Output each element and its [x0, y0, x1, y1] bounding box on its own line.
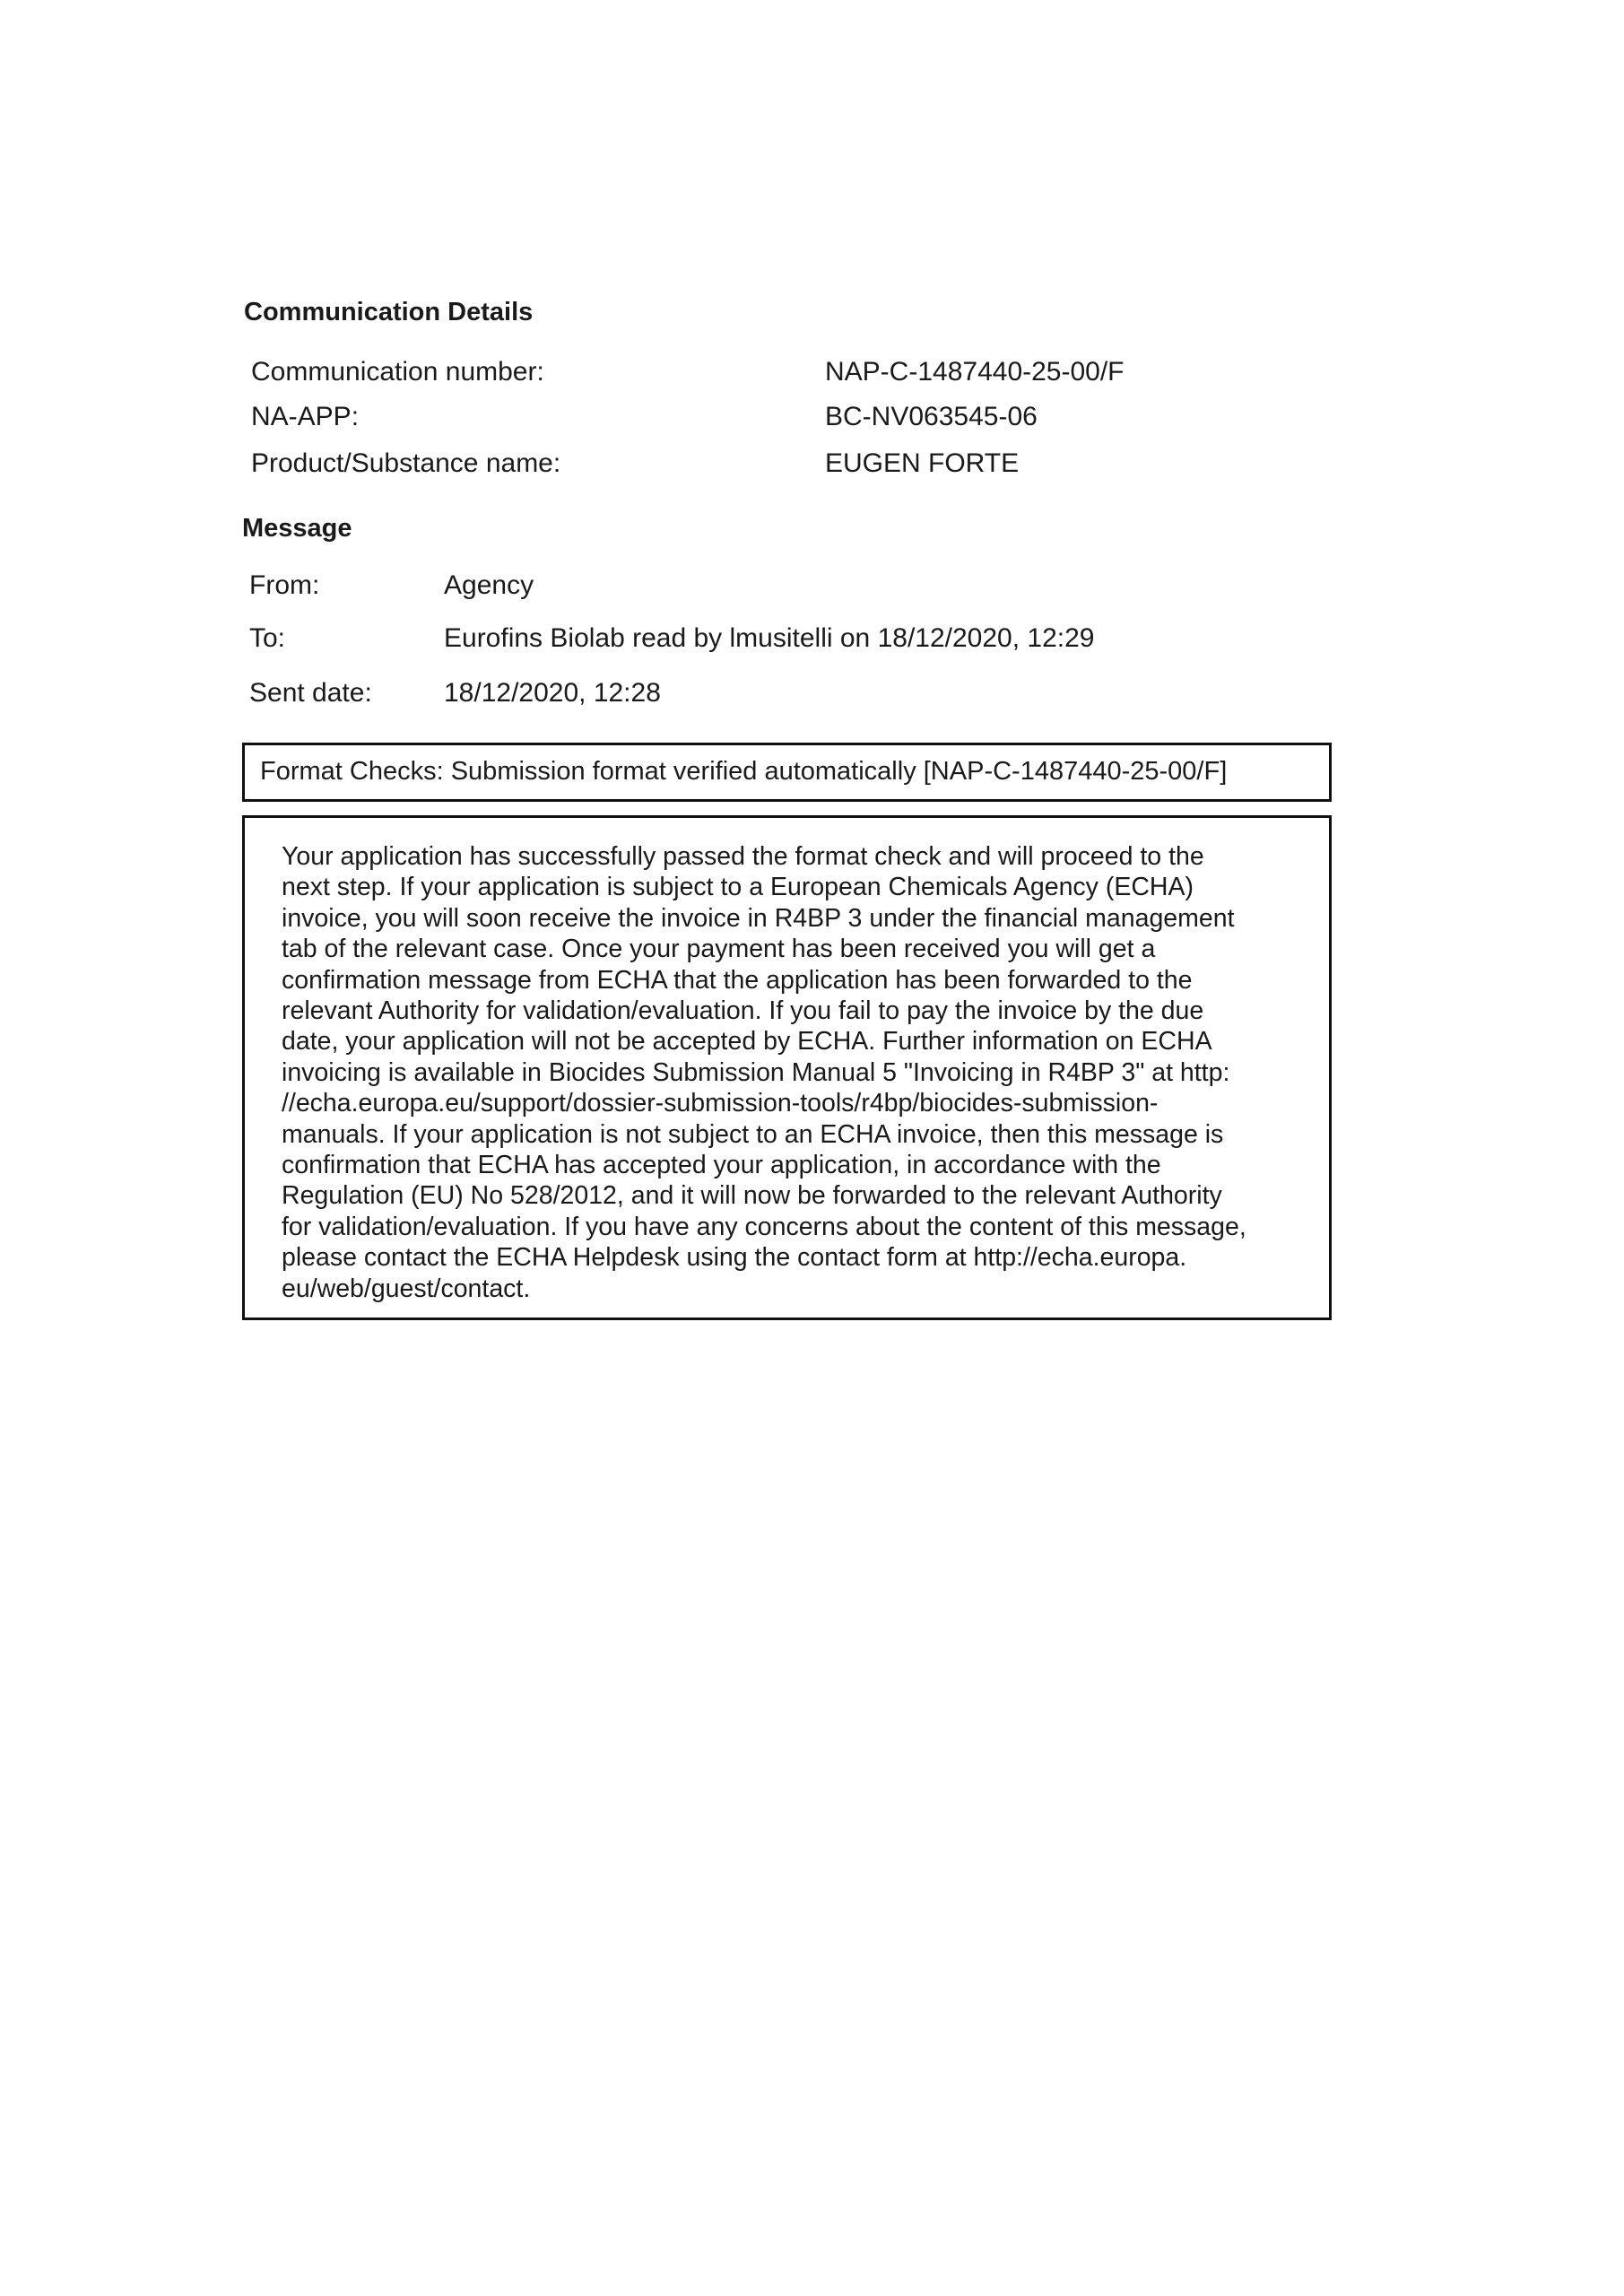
- from-label: From:: [249, 570, 320, 600]
- message-heading: Message: [242, 514, 352, 543]
- product-substance-value: EUGEN FORTE: [825, 448, 1020, 478]
- to-label: To:: [249, 623, 286, 653]
- product-substance-label: Product/Substance name:: [251, 448, 561, 478]
- message-body-box: [242, 815, 1332, 1320]
- sent-date-label: Sent date:: [249, 678, 372, 708]
- communication-number-label: Communication number:: [251, 357, 544, 387]
- communication-number-value: NAP-C-1487440-25-00/F: [825, 357, 1125, 387]
- na-app-label: NA-APP:: [251, 402, 360, 431]
- to-value: Eurofins Biolab read by lmusitelli on 18/12/2020, 12:29: [444, 623, 1095, 653]
- message-subject: Format Checks: Submission format verified automatically [NAP-C-1487440-25-00/F]: [260, 757, 1228, 786]
- message-body: Your application has successfully passed the format check and will proceed to the next step. If your application is subject to a European Chemicals Agency (ECHA) invoice, you will soon receive the invoice in R4BP 3 under the financial management tab of the relevant case. Once your payment has been received you will get a confirmation message from ECHA that the application has been forwarded to the relevant Authority for validation/evaluation. If you fail to pay the invoice by the due date, your application will not be accepted by ECHA. Further information on ECHA invoicing is available in Biocides Submission Manual 5 "Invoicing in R4BP 3" at http: //echa.europa.eu/support/dossier-submission-tools/r4bp/biocides-submission- manuals. If your application is not subject to an ECHA invoice, then this message is confirmation that ECHA has accepted your application, in accordance with the Regulation (EU) No 528/2012, and it will now be forwarded to the relevant Authority for validation/evaluation. If you have any concerns about the content of this message, please contact the ECHA Helpdesk using the contact form at http://echa.europa. eu/web/guest/contact.: [282, 842, 1246, 1303]
- from-value: Agency: [444, 570, 534, 600]
- communication-details-heading: Communication Details: [244, 298, 534, 326]
- message-subject-box: [242, 743, 1332, 802]
- na-app-value: BC-NV063545-06: [825, 402, 1038, 431]
- sent-date-value: 18/12/2020, 12:28: [444, 678, 661, 708]
